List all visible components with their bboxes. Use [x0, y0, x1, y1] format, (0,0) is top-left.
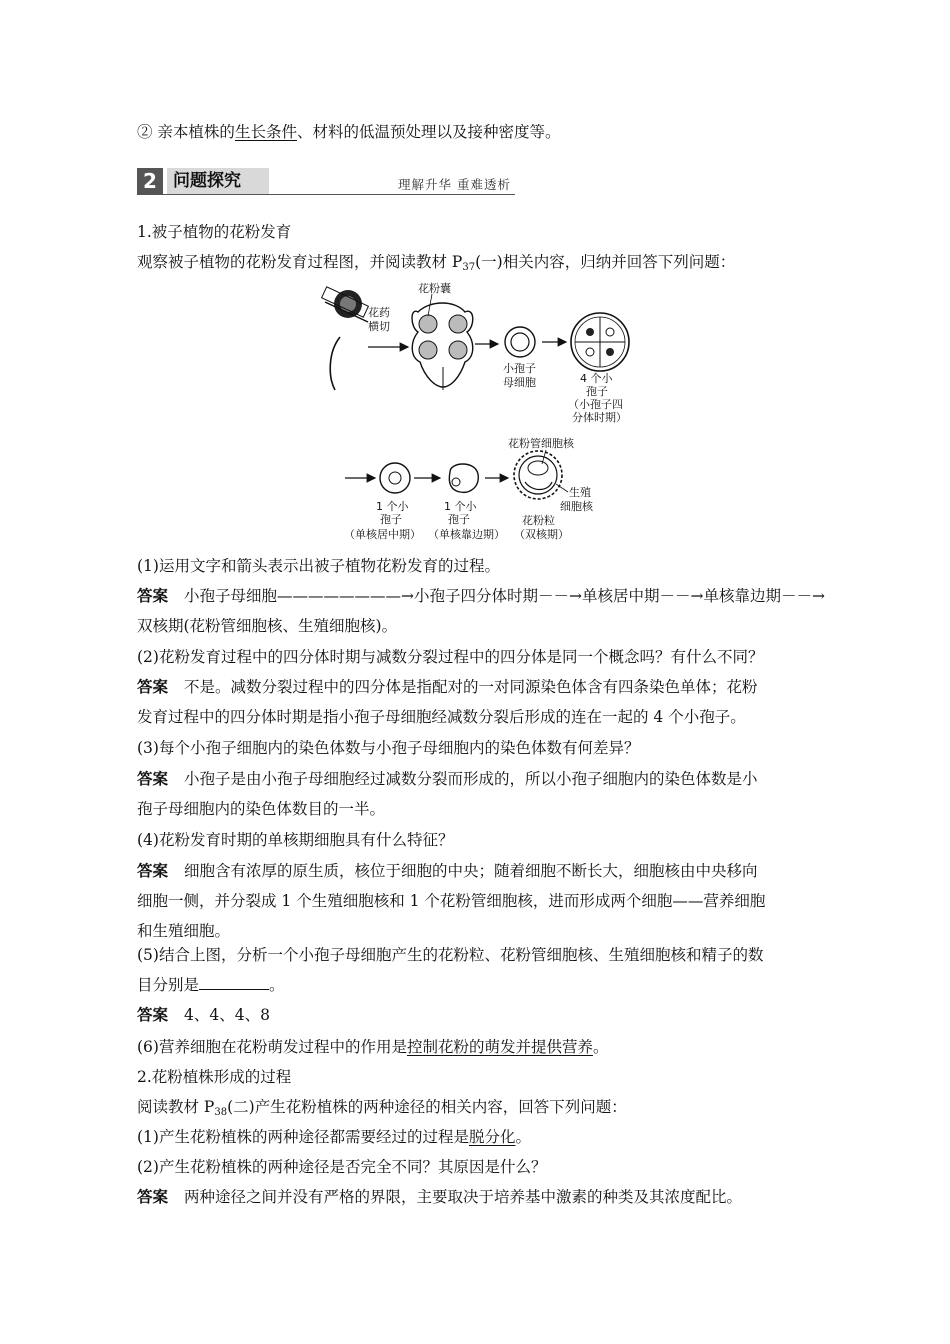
- tetrad-label-2: 孢子: [586, 385, 608, 398]
- line-text: (3)每个小孢子细胞内的染色体数与小孢子母细胞内的染色体数有何差异？: [137, 739, 640, 757]
- question-line: [137, 829, 453, 851]
- side-label-3: （单核靠边期）: [428, 528, 505, 541]
- part2-q1-prefix: (1)产生花粉植株的两种途径都需要经过的过程是: [137, 1128, 469, 1146]
- generative-label-1: 生殖: [569, 486, 591, 499]
- line-text: 孢子母细胞内的染色体数目的一半。: [137, 800, 386, 818]
- anther-label-2: 横切: [368, 320, 390, 333]
- pollen-grain-icon: [514, 450, 568, 499]
- mother-cell-label-2: 母细胞: [503, 376, 536, 389]
- central-label-1: 1 个小: [376, 500, 409, 513]
- generative-label-2: 细胞核: [560, 500, 593, 513]
- tetrad-label-1: 4 个小: [580, 372, 613, 385]
- line-text: 细胞含有浓厚的原生质，核位于细胞的中央；随着细胞不断长大，细胞核由中央移向: [184, 862, 758, 880]
- tetrad-label-3: （小孢子四: [568, 398, 623, 411]
- side-label-2: 孢子: [448, 513, 470, 526]
- section-subtitle: 理解升华 重难透析: [398, 177, 511, 192]
- continuation-line: [137, 890, 765, 912]
- tube-nucleus-label: 花粉管细胞核: [508, 437, 574, 450]
- line-text: (5)结合上图，分析一个小孢子母细胞产生的花粉粒、花粉管细胞核、生殖细胞核和精子的数: [137, 946, 764, 964]
- line-text: 和生殖细胞。: [137, 922, 231, 940]
- part2-instruction-a: 阅读教材 P: [137, 1098, 215, 1116]
- answer-label: 答案: [137, 678, 169, 696]
- flower-stamen-icon: [322, 287, 369, 390]
- continuation-line: [137, 798, 385, 820]
- answer-line: [137, 860, 758, 882]
- part2-instruction-b: (二)产生花粉植株的两种途径的相关内容，回答下列问题：: [227, 1098, 627, 1116]
- pollen-sac-label: 花粉囊: [418, 282, 451, 295]
- intro-prefix: ② 亲本植株的: [137, 123, 235, 141]
- underlined-answer: 控制花粉的萌发并提供营养: [406, 1038, 593, 1056]
- central-label-3: （单核居中期）: [344, 528, 421, 541]
- line-text: 小孢子母细胞————————→小孢子四分体时期－－→单核居中期－－→单核靠边期－－→: [184, 587, 825, 605]
- part2-q1-suffix: 。: [515, 1128, 531, 1146]
- pollen-development-diagram: [310, 282, 650, 547]
- answer-text: 两种途径之间并没有严格的界限，主要取决于培养基中激素的种类及其浓度配比。: [184, 1188, 743, 1206]
- line-text: 不是。减数分裂过程中的四分体是指配对的一对同源染色体含有四条染色单体；花粉: [184, 678, 758, 696]
- question-line: [137, 1036, 609, 1058]
- instruction-text-a: 观察被子植物的花粉发育过程图，并阅读教材 P: [137, 253, 463, 271]
- part2-q2: (2)产生花粉植株的两种途径是否完全不同？其原因是什么？: [137, 1158, 547, 1176]
- tetrad-icon: [571, 313, 629, 371]
- intro-underlined: 生长条件: [234, 123, 297, 141]
- question-line: [137, 737, 639, 759]
- answer-label: 答案: [137, 1188, 169, 1206]
- line-suffix: 。: [592, 1038, 609, 1056]
- pollen-grain-label-2: （双核期）: [514, 528, 569, 541]
- section-rule: [137, 194, 515, 195]
- question-line: [137, 646, 763, 668]
- line-text: (6)营养细胞在花粉萌发过程中的作用是: [137, 1038, 407, 1056]
- line-text: 细胞一侧，并分裂成 1 个生殖细胞核和 1 个花粉管细胞核，进而形成两个细胞——营养细胞: [137, 892, 766, 910]
- answer-label: 答案: [137, 862, 169, 880]
- side-label-1: 1 个小: [444, 500, 477, 513]
- answer-line: [137, 1004, 270, 1026]
- continuation-line: [137, 920, 230, 942]
- part2-answer: [137, 1186, 742, 1208]
- line-text: 双核期(花粉管细胞核、生殖细胞核)。: [137, 617, 398, 635]
- part2-instruction: [137, 1096, 627, 1124]
- instruction-text-b: (一)相关内容，归纳并回答下列问题：: [475, 253, 736, 271]
- part2-q1-underlined: 脱分化: [468, 1128, 516, 1146]
- line-text: (2)花粉发育过程中的四分体时期与减数分裂过程中的四分体是同一个概念吗？有什么不同？: [137, 648, 764, 666]
- line-text: 4、4、4、8: [184, 1006, 270, 1024]
- part1-heading: 1.被子植物的花粉发育: [137, 223, 292, 241]
- section-title: 问题探究: [167, 168, 269, 194]
- intro-suffix: 、材料的低温预处理以及接种密度等。: [296, 123, 561, 141]
- section-number: 2: [137, 168, 163, 194]
- part2-page-number: 38: [214, 1107, 228, 1118]
- answer-label: 答案: [137, 1006, 169, 1024]
- anther-cross-section: [412, 294, 473, 390]
- answer-line: [137, 768, 758, 790]
- part1-instruction: [137, 251, 735, 279]
- line-suffix: 。: [269, 976, 285, 994]
- tetrad-label-4: 分体时期）: [572, 411, 627, 424]
- line-text: (1)运用文字和箭头表示出被子植物花粉发育的过程。: [137, 557, 500, 575]
- continuation-line: [137, 974, 285, 996]
- pollen-grain-label-1: 花粉粒: [522, 514, 555, 527]
- continuation-line: [137, 706, 746, 728]
- anther-label-1: 花药: [368, 306, 390, 319]
- mother-cell-label-1: 小孢子: [503, 362, 536, 375]
- answer-label: 答案: [137, 770, 169, 788]
- answer-line: [137, 585, 825, 607]
- continuation-line: [137, 615, 397, 637]
- line-text: 目分别是: [137, 976, 200, 994]
- question-line: [137, 944, 763, 966]
- line-text: 小孢子是由小孢子母细胞经过减数分裂而形成的，所以小孢子细胞内的染色体数是小: [184, 770, 758, 788]
- question-line: [137, 555, 500, 577]
- section-header: [137, 168, 515, 196]
- line-text: 发育过程中的四分体时期是指小孢子母细胞经减数分裂后形成的连在一起的 4 个小孢子。: [137, 708, 746, 726]
- intro-line: [137, 121, 560, 143]
- central-label-2: 孢子: [380, 513, 402, 526]
- instruction-page-number: 37: [462, 262, 476, 273]
- answer-line: [137, 676, 758, 698]
- part2-q1: [137, 1126, 531, 1148]
- answer-blank: [199, 975, 269, 990]
- line-text: (4)花粉发育时期的单核期细胞具有什么特征？: [137, 831, 454, 849]
- answer-label: 答案: [137, 587, 169, 605]
- part2-heading: 2.花粉植株形成的过程: [137, 1068, 292, 1086]
